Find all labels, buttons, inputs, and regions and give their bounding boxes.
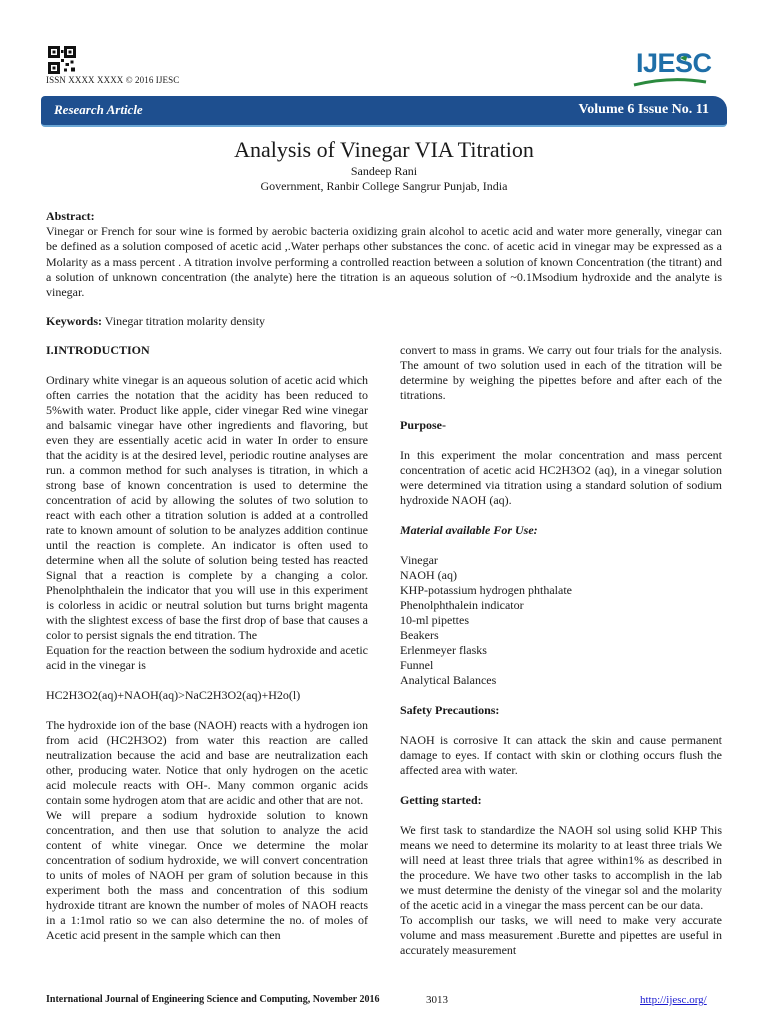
article-type: Research Article xyxy=(54,102,143,117)
list-item: NAOH (aq) xyxy=(400,568,457,582)
list-item: Phenolphthalein indicator xyxy=(400,598,524,612)
list-item: Erlenmeyer flasks xyxy=(400,643,487,657)
keywords-label: Keywords: xyxy=(46,314,102,328)
reaction-equation: HC2H3O2(aq)+NAOH(aq)>NaC2H3O2(aq)+H2o(l) xyxy=(46,688,301,702)
volume-issue: Volume 6 Issue No. 11 xyxy=(578,102,709,117)
page-number: 3013 xyxy=(426,994,448,1006)
purpose-text: In this experiment the molar concentration and mass percent concentration of acetic acid HC2H3O2 (aq), in a vinegar solution were determined via titration using a standard solution of sodium hydroxide NAOH (aq). xyxy=(400,448,722,507)
abstract-label: Abstract: xyxy=(46,209,95,223)
section-heading-safety: Safety Precautions: xyxy=(400,703,500,717)
right-column xyxy=(400,343,722,958)
intro-paragraph-2: Equation for the reaction between the sodium hydroxide and acetic acid in the vinegar is xyxy=(46,643,368,672)
list-item: KHP-potassium hydrogen phthalate xyxy=(400,583,572,597)
section-heading-materials: Material available For Use: xyxy=(400,523,538,537)
qr-code-icon xyxy=(48,46,76,74)
list-item: 10-ml pipettes xyxy=(400,613,469,627)
author-affiliation: Government, Ranbir College Sangrur Punjab, India xyxy=(260,179,508,193)
getting-started-paragraph-1: We first task to standardize the NAOH sol using solid KHP This means we need to determine its molarity to at least three trials We will need at least three trials that agree within1% as described in the procedure. We have two other tasks to accomplish in the lab we must determine the denisty of the vinegar sol and the molarity of the acetic acid in a vinegar the mass percent can be our data. xyxy=(400,823,722,912)
list-item: Analytical Balances xyxy=(400,673,497,687)
section-heading-getting-started: Getting started: xyxy=(400,793,482,807)
intro-paragraph-4: We will prepare a sodium hydroxide solution to known concentration, and then use that solution to analyze the acid content of white vinegar. Once we determine the molar concentration of sodium hydroxide, we will convert concentration to units of moles of NAOH per gram of solution because in this experiment both the mass and concentration of this sodium hydroxide titrant are known the number of moles of NAOH reacts in a 1:1mol ratio so we can also determine the no. of moles of Acetic acid present in the sample which can then xyxy=(46,808,368,942)
abstract-text: Vinegar or French for sour wine is formed by aerobic bacteria oxidizing grain alcohol to acetic acid and water more generally, vinegar can be defined as a solution composed of acetic acid ,.Water perhaps other substances the conc. of acetic acid in vinegar may be expressed as a Molarity as a mass percent . A titration involve performing a controlled reaction between a solution of known Concentration (the titrant) and a solution of unknown concentration (the analyte) here the titration is an aqueous solution of ~0.1Msodium hydroxide and the analyte is vinegar. xyxy=(46,224,722,300)
issn-text: ISSN XXXX XXXX © 2016 IJESC xyxy=(46,75,180,85)
intro-continuation: convert to mass in grams. We carry out four trials for the analysis. The amount of two solution used in each of the titration will be determine by weighing the pipettes before and after each of the titrations. xyxy=(400,343,722,402)
intro-paragraph-1: Ordinary white vinegar is an aqueous solution of acetic acid which often carries the notation that the acidity has been reduced to 5%with water. Product like apple, cider vinegar Red wine vinegar and balsamic vinegar have other ingredients and flavoring, but even they are essentially acetic acid in water In order to ensure that the acidity is at the desired level, periodic routine analyses are run. a common method for such analyses is titration, in which a strong base of known concentration is used to determine the concentration of acid by allowing the solutes of two solution to react with each other a titration solution is added at a controlled rate to known amount of solution to be analyzes addition continue until the reaction is complete. An indicator is often used to determine when all the solute of solution being tested has reacted Signal that a reaction is complete by a changing a color. Phenolphthalein the indicator that you will use in this experiment is colorless in acidic or neutral solution but turns bright magenta with the slightest excess of base the first drop of base that causes a color to persist signals the end titration. The xyxy=(46,373,368,642)
section-heading-purpose: Purpose- xyxy=(400,418,446,432)
intro-paragraph-3: The hydroxide ion of the base (NAOH) reacts with a hydrogen ion from acid (HC2H3O2) from water this reaction are called neutralization because the acid and base are neutralization each other, producing water. Notice that only hydrogen on the acetic acid molecule reacts with OH-. Many common organic acids contain some hydrogen atom that are acidic and other that are not. xyxy=(46,718,368,807)
list-item: Funnel xyxy=(400,658,434,672)
list-item: Vinegar xyxy=(400,553,438,567)
getting-started-paragraph-2: To accomplish our tasks, we will need to make very accurate volume and mass measurement .Burette and pipettes are useful in accurately measurement xyxy=(400,913,722,957)
safety-text: NAOH is corrosive It can attack the skin and cause permanent damage to eyes. If contact with skin or clothing occurs flush the affected area with water. xyxy=(400,733,722,777)
footer-link[interactable]: http://ijesc.org/ xyxy=(640,994,707,1006)
section-heading-introduction: I.INTRODUCTION xyxy=(46,343,150,357)
left-column xyxy=(46,343,368,943)
author-name: Sandeep Rani xyxy=(350,164,418,178)
list-item: Beakers xyxy=(400,628,439,642)
ijesc-logo-text: IJESC xyxy=(636,48,712,78)
article-banner xyxy=(41,96,727,127)
materials-list xyxy=(400,553,722,688)
abstract xyxy=(46,209,722,300)
keywords-text: Vinegar titration molarity density xyxy=(104,314,266,328)
paper-title: Analysis of Vinegar VIA Titration xyxy=(234,137,534,162)
keywords xyxy=(46,314,722,329)
footer-journal: International Journal of Engineering Science and Computing, November 2016 xyxy=(46,994,380,1005)
